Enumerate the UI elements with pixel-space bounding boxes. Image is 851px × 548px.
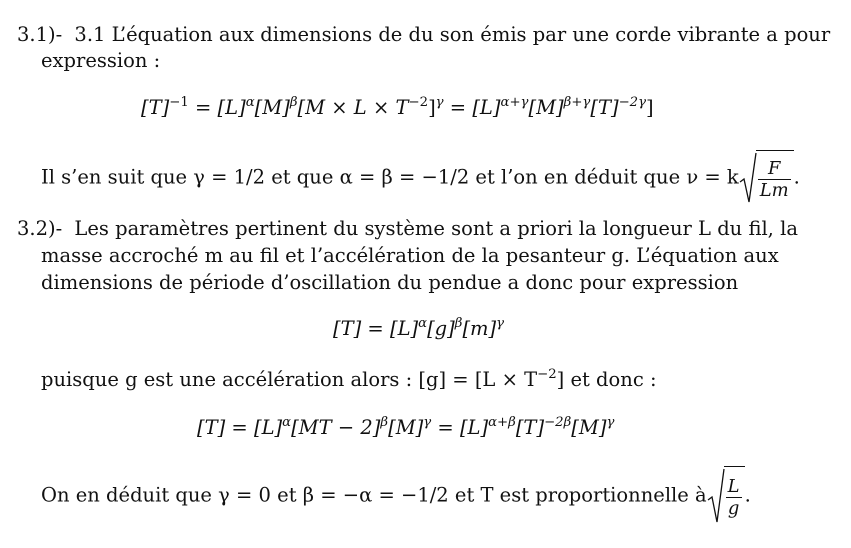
s31-conclusion-text: Il s’en suit que γ = 1/2 et que α = β = −1/2 et l’on en déduit que ν = k [41, 165, 739, 189]
s32-conclusion-text: On en déduit que γ = 0 et β = −α = −1/2 et T est proportionnelle à [41, 483, 707, 507]
section-label-3-2: 3.2)- [17, 217, 63, 240]
radical-sign [707, 468, 725, 524]
section-label-3-1: 3.1)- [17, 23, 63, 46]
s31-line1 [17, 22, 830, 48]
s31-conclusion: Il s’en suit que γ = 1/2 et que α = β = −1/2 et l’on en déduit que ν = k $\frac{F}{Lm}$ . [41, 150, 800, 206]
s31-text-line2: expression : [41, 49, 161, 72]
s31-equation: $[T]^{-1} = [L]^\alpha[M]^\beta[M \times L \times T^{-2}]^\gamma = [L]^{\alpha+\gamma}[M]^{\beta+\gamma}[T]^{-2\gamma}$] [141, 94, 654, 119]
s32-line1 [17, 216, 798, 242]
s32-conclusion: On en déduit que γ = 0 et β = −α = −1/2 et T est proportionnelle à $\frac{L}{g}$ . [41, 466, 751, 526]
s32-since-line: puisque g est une accélération alors : $[g] = [L \times T^{-2}]$ et donc : [41, 366, 657, 391]
s31-text-line1: 3.1 L’équation aux dimensions de du son émis par une corde vibrante a pour [74, 23, 831, 46]
sqrt-f-over-lm [739, 150, 794, 206]
fraction-l-g: $\frac{L}{g}$ [727, 476, 740, 519]
s32-equation-period: $[T] = [L]^\alpha[g]^\beta[m]^\gamma$ [333, 315, 505, 340]
radical-sign [739, 152, 757, 204]
s32-text-line3: dimensions de période d’oscillation du pendue a donc pour expression [41, 271, 739, 294]
s32-text-line2: masse accroché m au fil et l’accélération de la pesanteur g. L’équation aux [41, 244, 779, 267]
fraction-f-lm: $\frac{F}{Lm}$ [759, 158, 789, 201]
sqrt-l-over-g [707, 466, 745, 526]
s32-equation-dimensions: $[T] = [L]^\alpha[MT - 2]^\beta[M]^\gamma = [L]^{\alpha+\beta}[T]^{-2\beta}[M]^\gamma$ [197, 414, 615, 439]
s32-text-line1: Les paramètres pertinent du système sont a priori la longueur L du fil, la [74, 217, 798, 240]
